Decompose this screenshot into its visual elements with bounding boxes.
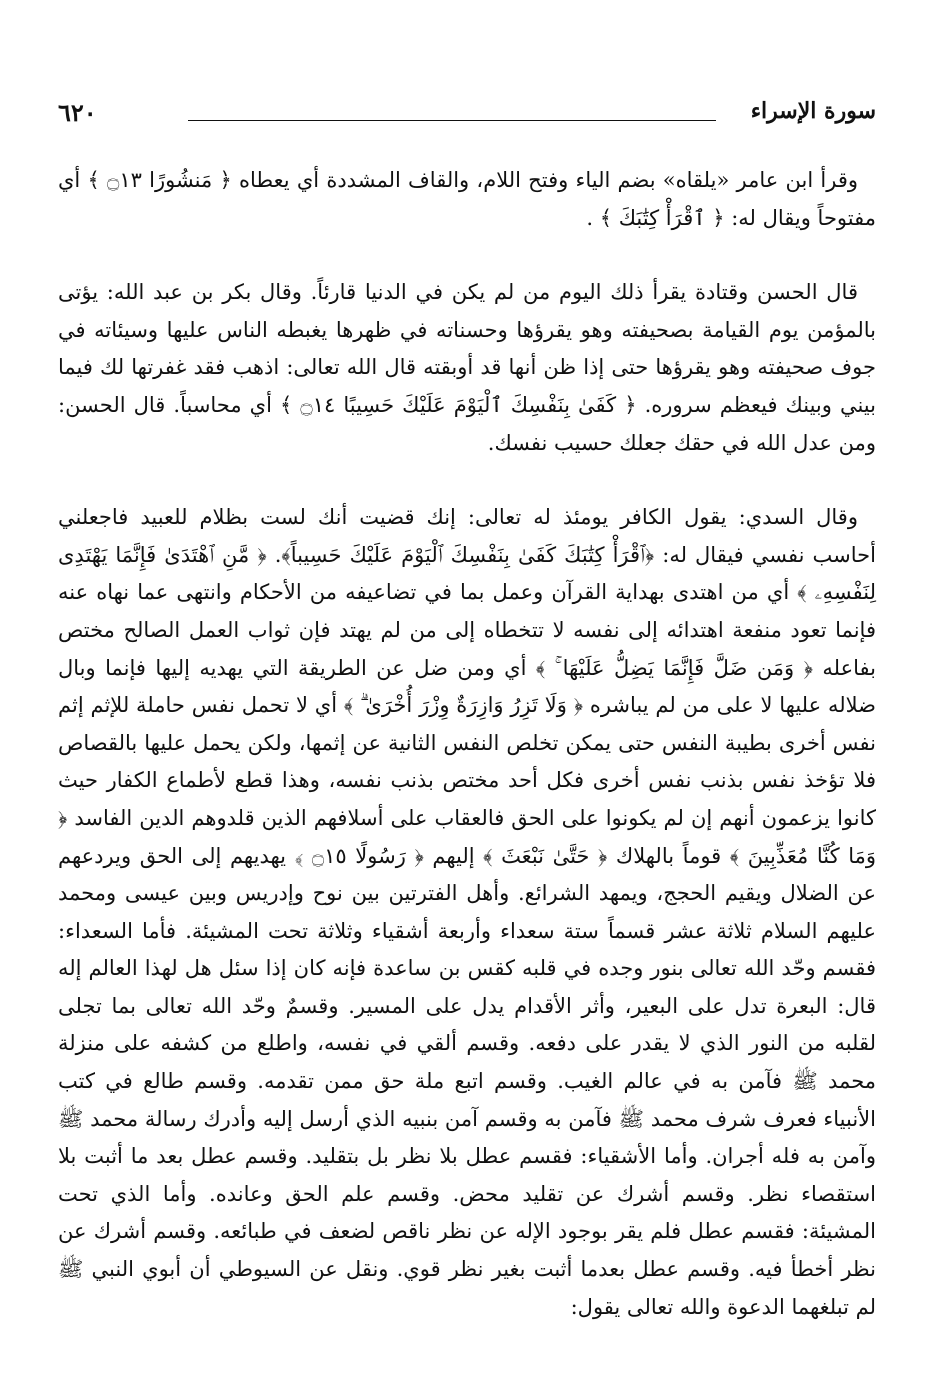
page-number: ٦٢٠ <box>58 98 97 127</box>
surah-title: سورة الإسراء <box>750 98 876 124</box>
paragraph-2: قال الحسن وقتادة يقرأ ذلك اليوم من لم يكن في الدنيا قارئاً. وقال بكر بن عبد الله: يؤتى بالمؤمن يوم القيامة بصحيفته وهو يقرؤها وحسناته في ظهرها يغبطه الناس عليها وسيئاته في جوف صحيفته وهو يقرؤها حتى إذا ظن أنها قد أوبقته قال الله تعالى: اذهب فقد غفرتها لك فيما بيني وبينك فيعظم سروره. ﴿ كَفَىٰ بِنَفْسِكَ ٱلْيَوْمَ عَلَيْكَ حَسِيبًا ۝١٤ ﴾ أي محاسباً. قال الحسن: ومن عدل الله في حقك جعلك حسيب نفسك. <box>58 280 876 455</box>
paragraph-1: وقرأ ابن عامر «يلقاه» بضم الياء وفتح اللام، والقاف المشددة أي يعطاه ﴿ مَنشُورًا ۝١٣ ﴾ أي مفتوحاً ويقال له: ﴿ ٱقْرَأْ كِتَٰبَكَ ﴾ . <box>58 168 876 230</box>
paragraph-3: وقال السدي: يقول الكافر يومئذ له تعالى: إنك قضيت أنك لست بظلام للعبيد فاجعلني أحاسب نفسي فيقال له: ﴿ٱقْرَأْ كِتَٰبَكَ كَفَىٰ بِنَفْسِكَ ٱلْيَوْمَ عَلَيْكَ حَسِيباً﴾. ﴿ مَّنِ ٱهْتَدَىٰ فَإِنَّمَا يَهْتَدِى لِنَفْسِهِۦ ﴾ أي من اهتدى بهداية القرآن وعمل بما في تضاعيفه من الأحكام وانتهى عما نهاه عنه فإنما تعود منفعة اهتدائه إلى نفسه لا تتخطاه إلى من لم يهتد فإن ثواب العمل الصالح مختص بفاعله ﴿ وَمَن ضَلَّ فَإِنَّمَا يَضِلُّ عَلَيْهَا ۚ ﴾ أي ومن ضل عن الطريقة التي يهديه إليها فإنما وبال ضلاله عليها لا على من لم يباشره ﴿ وَلَا تَزِرُ وَازِرَةٌ وِزْرَ أُخْرَىٰ ۗ ﴾ أي لا تحمل نفس حاملة للإثم إثم نفس أخرى بطيبة النفس حتى يمكن تخلص النفس الثانية عن إثمها، ولكن يحمل عليها بالقصاص فلا تؤخذ نفس بذنب نفس أخرى فكل أحد مختص بذنب نفسه، وهذا قطع لأطماع الكفار حيث كانوا يزعمون أنهم إن لم يكونوا على الحق فالعقاب على أسلافهم الذين قلدوهم الدين الفاسد ﴿ وَمَا كُنَّا مُعَذِّبِينَ ﴾ قوماً بالهلاك ﴿ حَتَّىٰ نَبْعَثَ ﴾ إليهم ﴿ رَسُولًا ۝١٥ ﴾ يهديهم إلى الحق ويردعهم عن الضلال ويقيم الحجج، ويمهد الشرائع. وأهل الفترتين بين نوح وإدريس وبين عيسى ومحمد عليهم السلام ثلاثة عشر قسماً ستة سعداء وأربعة أشقياء وثلاثة تحت المشيئة. فأما السعداء: فقسم وحّد الله تعالى بنور وجده في قلبه كقس بن ساعدة فإنه كان إذا سئل هل لهذا العالم إله قال: البعرة تدل على البعير، وأثر الأقدام يدل على المسير. وقسمٌ وحّد الله تعالى بما تجلى لقلبه من النور الذي لا يقدر على دفعه. وقسم ألقي في نفسه، واطلع من كشفه على منزلة محمد ﷺ فآمن به في عالم الغيب. وقسم اتبع ملة حق ممن تقدمه. وقسم طالع في كتب الأنبياء فعرف شرف محمد ﷺ فآمن به وقسم آمن بنبيه الذي أرسل إليه وأدرك رسالة محمد ﷺ وآمن به فله أجران. وأما الأشقياء: فقسم عطل بلا نظر بل بتقليد. وقسم عطل بعد ما أثبت بلا استقصاء نظر. وقسم أشرك عن تقليد محض. وقسم علم الحق وعانده. وأما الذي تحت المشيئة: فقسم عطل فلم يقر بوجود الإله عن نظر ناقص لضعف في طبائعه. وقسم أشرك عن نظر أخطأ فيه. وقسم عطل بعدما أثبت بغير نظر قوي. ونقل عن السيوطي أن أبوي النبي ﷺ لم تبلغهما الدعوة والله تعالى يقول: <box>58 505 876 1319</box>
header-rule <box>188 120 716 121</box>
page-body <box>58 162 876 1362</box>
page-header <box>58 98 876 134</box>
